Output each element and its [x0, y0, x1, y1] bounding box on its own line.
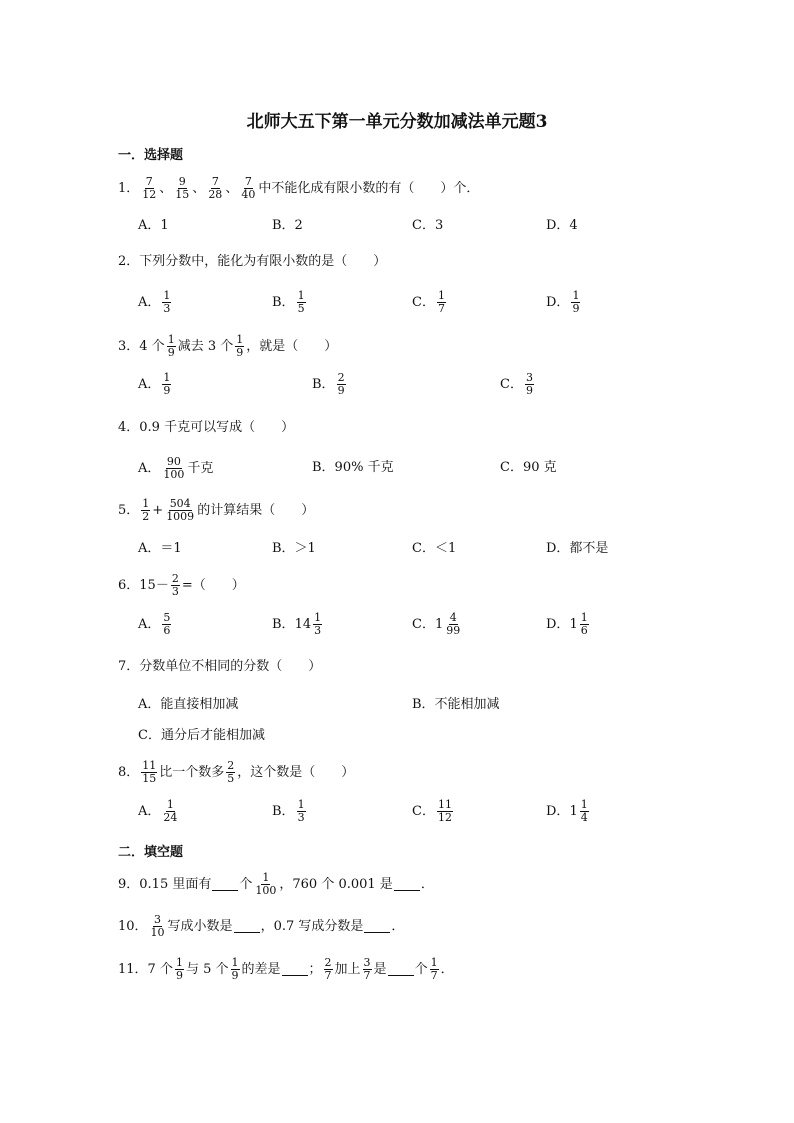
option-d[interactable]: D．4 — [546, 218, 578, 233]
question-number: 9． — [118, 876, 140, 892]
question-text: 与 5 个 — [185, 961, 229, 977]
fraction: $\frac{3}{7}$ — [363, 956, 371, 982]
option-c[interactable]: C． $\frac{1}{7}$ — [412, 289, 445, 315]
option-c[interactable]: C．90 克 — [500, 460, 557, 475]
question-text: =（ ） — [181, 577, 245, 593]
question-text: 0.9 千克可以写成（ ） — [139, 420, 295, 435]
question-text: 个 — [414, 961, 428, 977]
page-title: 北师大五下第一单元分数加减法单元题3 — [246, 112, 548, 132]
question-number: 3． — [118, 338, 140, 354]
option-c[interactable]: C．＜1 — [412, 541, 457, 556]
question-text: 写成小数是 — [167, 918, 233, 934]
option-b[interactable]: B． $\frac{1}{5}$ — [272, 289, 305, 315]
answer-blank[interactable] — [388, 963, 414, 976]
question-text: ，这个数是（ ） — [237, 764, 355, 780]
separator: 、 — [225, 180, 239, 196]
option-b[interactable]: B． 14 $\frac{1}{3}$ — [272, 611, 322, 637]
question-text: 是 — [373, 961, 387, 977]
fraction: $\frac{2}{3}$ — [171, 572, 179, 598]
answer-blank[interactable] — [364, 920, 390, 933]
question-10 — [118, 914, 404, 939]
option-b[interactable]: B．90% 千克 — [312, 460, 394, 475]
question-number: 11． — [118, 961, 148, 977]
section-choice-heading: 一．选择题 — [118, 148, 184, 163]
fraction: $\frac{1}{9}$ — [236, 333, 244, 359]
question-9 — [118, 872, 434, 897]
option-a[interactable]: A．＝1 — [138, 541, 182, 556]
question-text: 下列分数中，能化为有限小数的是（ ） — [139, 254, 387, 269]
fraction: $\frac{1}{9}$ — [167, 333, 175, 359]
option-c[interactable]: C． $\frac{3}{9}$ — [500, 371, 533, 397]
fraction: $\frac{1}{9}$ — [175, 956, 183, 982]
fraction: $\frac{7}{28}$ — [208, 175, 223, 201]
question-text: 4 个 — [139, 338, 165, 354]
option-a[interactable]: A． $\frac{1}{3}$ — [138, 289, 171, 315]
fraction: $\frac{2}{7}$ — [324, 956, 332, 982]
question-7 — [118, 657, 321, 677]
question-text: 15－ — [139, 577, 169, 593]
question-text: ． — [420, 876, 434, 892]
question-2 — [118, 252, 386, 272]
separator: 、 — [159, 180, 173, 196]
fraction: $\frac{1}{100}$ — [255, 871, 277, 897]
question-4 — [118, 418, 294, 438]
question-number: 8． — [118, 764, 140, 780]
question-text: 个 — [239, 876, 253, 892]
question-text: 比一个数多 — [159, 764, 225, 780]
answer-blank[interactable] — [212, 878, 238, 891]
option-c[interactable]: C． $\frac{11}{12}$ — [412, 798, 452, 824]
separator: 、 — [192, 180, 206, 196]
question-number: 7． — [118, 659, 140, 674]
question-text: 的差是 — [241, 961, 281, 977]
fraction: $\frac{11}{15}$ — [142, 759, 157, 785]
option-b[interactable]: B．＞1 — [272, 541, 316, 556]
question-text: 的计算结果（ ） — [197, 502, 315, 518]
fraction: $\frac{9}{15}$ — [175, 175, 190, 201]
question-text: ，0.7 写成分数是 — [260, 918, 364, 934]
question-11 — [118, 957, 454, 982]
fraction: $\frac{7}{12}$ — [142, 175, 157, 201]
fraction: $\frac{3}{10}$ — [150, 913, 165, 939]
question-text: ，760 个 0.001 是 — [279, 876, 393, 892]
question-number: 1． — [118, 180, 140, 196]
question-text: ． — [440, 961, 454, 977]
answer-blank[interactable] — [234, 920, 260, 933]
option-b[interactable]: B． $\frac{2}{9}$ — [312, 371, 345, 397]
option-b[interactable]: B．不能相加减 — [412, 697, 500, 712]
option-a[interactable]: A． $\frac{1}{24}$ — [138, 798, 178, 824]
question-number: 6． — [118, 577, 140, 593]
question-text: 分数单位不相同的分数（ ） — [139, 659, 322, 674]
question-text: 中不能化成有限小数的有（ ）个． — [258, 180, 480, 196]
fraction: $\frac{1}{2}$ — [142, 497, 150, 523]
question-number: 10． — [118, 918, 148, 934]
option-a[interactable]: A． $\frac{1}{9}$ — [138, 371, 171, 397]
option-d[interactable]: D．都不是 — [546, 541, 609, 556]
question-3 — [118, 334, 337, 359]
option-c[interactable]: C．通分后才能相加减 — [138, 728, 265, 743]
option-c[interactable]: C．3 — [412, 218, 444, 233]
question-text: 7 个 — [147, 961, 173, 977]
question-number: 4． — [118, 420, 140, 435]
question-5 — [118, 498, 314, 523]
option-c[interactable]: C． 1 $\frac{4}{99}$ — [412, 611, 461, 637]
option-a[interactable]: A． $\frac{90}{100}$ 千克 — [138, 455, 214, 481]
option-b[interactable]: B．2 — [272, 218, 303, 233]
question-number: 2． — [118, 254, 140, 269]
question-text: 减去 3 个 — [177, 338, 234, 354]
question-number: 5． — [118, 502, 140, 518]
fraction: $\frac{1}{7}$ — [430, 956, 438, 982]
option-a[interactable]: A．1 — [138, 218, 169, 233]
question-text: 0.15 里面有 — [139, 876, 212, 892]
question-text: ； — [308, 961, 322, 977]
question-1 — [118, 176, 479, 201]
question-text: 加上 — [334, 961, 361, 977]
option-b[interactable]: B． $\frac{1}{3}$ — [272, 798, 305, 824]
option-d[interactable]: D． 1 $\frac{1}{6}$ — [546, 611, 588, 637]
option-a[interactable]: A． $\frac{5}{6}$ — [138, 611, 171, 637]
question-text: ，就是（ ） — [246, 338, 338, 354]
fraction: $\frac{2}{5}$ — [227, 759, 235, 785]
fraction: $\frac{1}{9}$ — [231, 956, 239, 982]
plus-sign: + — [152, 502, 164, 518]
fraction: $\frac{504}{1009}$ — [166, 497, 195, 523]
answer-blank[interactable] — [394, 878, 420, 891]
question-text: ． — [391, 918, 405, 934]
option-d[interactable]: D． $\frac{1}{9}$ — [546, 289, 580, 315]
answer-blank[interactable] — [282, 963, 308, 976]
fraction: $\frac{7}{40}$ — [241, 175, 256, 201]
section-fill-heading: 二．填空题 — [118, 845, 184, 860]
option-a[interactable]: A．能直接相加减 — [138, 697, 239, 712]
option-d[interactable]: D． 1 $\frac{1}{4}$ — [546, 798, 588, 824]
question-8 — [118, 760, 354, 785]
question-6 — [118, 573, 245, 598]
